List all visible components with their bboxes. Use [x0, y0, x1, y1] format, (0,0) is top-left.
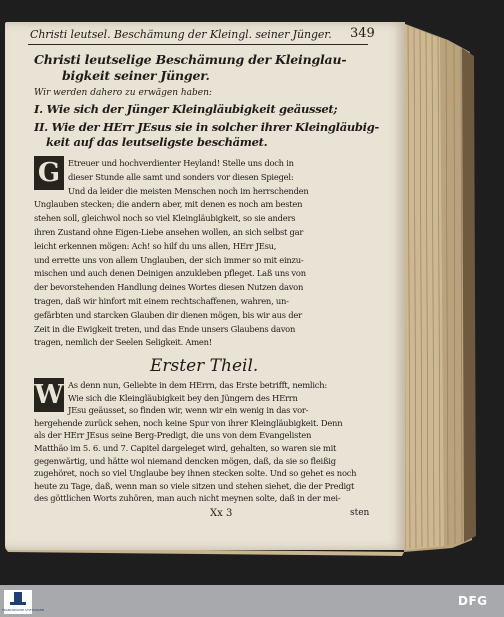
page-number: 349 [350, 26, 375, 41]
section-title: Erster Theil. [150, 356, 259, 376]
text-line: heute zu Tage, daß, wenn man so viele sitzen und stehen siehet, die der Predigt [34, 480, 355, 491]
text-line: gegenwärtig, und hätte wol niemand dencken mögen, daß, da sie so fleißig [34, 455, 336, 466]
header-rule [28, 44, 368, 45]
text-line: Matthäo im 5. 6. und 7. Capitel dargeleget wird, gehalten, so waren sie mit [34, 443, 337, 453]
signature-mark: Xx 3 [210, 508, 233, 519]
prayer-initial: G [34, 156, 64, 190]
text-line: leicht erkennen mögen: Ach! so hilf du uns allen, HErr JEsu, [34, 240, 277, 251]
library-label: FRANCKESCHE STIFTUNGEN [2, 608, 45, 612]
running-head: Christi leutsel. Beschämung der Kleingl. seiner Jünger. [30, 28, 332, 41]
text-line: tragen, nemlich der Seelen Seligkeit. Amen! [34, 337, 212, 348]
text-line: Wie sich die Kleingläubigkeit bey den Jüngern des HErrn [68, 392, 298, 403]
point-two-line-2: keit auf das leutseligste beschämet. [46, 135, 268, 149]
text-line: As denn nun, Geliebte in dem HErrn, das Erste betrifft, nemlich: [68, 380, 327, 390]
point-one: I. Wie sich der Jünger Kleingläubigkeit geäusset; [34, 102, 338, 116]
text-line: mischen und auch denen Deinigen anzukleben pfleget. Laß uns von [34, 268, 306, 279]
text-line: stehen soll, gleichwol noch so viel Kleingläubigkeit, so sie anders [34, 213, 296, 224]
part-initial: W [34, 380, 64, 410]
text-line: Etreuer und hochverdienter Heyland! Stelle uns doch in [68, 158, 294, 168]
catchword: sten [350, 508, 370, 518]
chapter-title-line-2: bigkeit seiner Jünger. [62, 68, 210, 83]
text-line: gefärbten und starcken Glauben dir dienen mögen, bis wir aus der [34, 309, 302, 320]
text-line: JEsu geäusset, so finden wir, wenn wir ein wenig in das vor- [68, 405, 309, 416]
text-line: ihren Zustand ohne Eigen-Liebe ansehen wollen, an sich selbst gar [34, 227, 304, 237]
text-line: tragen, daß wir hinfort mit einem rechtschaffenen, wahren, un- [34, 296, 289, 306]
chapter-title-line-1: Christi leutselige Beschämung der Kleinglau- [34, 52, 347, 67]
text-line: dieser Stunde alle samt und sonders vor diesen Spiegel: [68, 171, 294, 182]
point-two-line-1: II. Wie der HErr JEsus sie in solcher ihrer Kleingläubig- [34, 120, 379, 134]
text-line: als der HErr JEsus seine Berg-Predigt, die uns von dem Evangelisten [34, 430, 312, 441]
text-line: Und da leider die meisten Menschen noch im herrschenden [68, 185, 309, 196]
text-line: und errette uns von allem Unglauben, der sich immer so mit einzu- [34, 254, 304, 265]
text-line: Zeit in die Ewigkeit treten, und das Ende unsers Glaubens davon [34, 323, 296, 334]
footer-bar [0, 585, 504, 617]
text-line: Unglauben stecken; die andern aber, mit denen es noch am besten [34, 199, 303, 210]
text-line: des göttlichen Worts zuhören, man auch nicht meynen solte, daß in der mei- [34, 493, 341, 504]
text-line: der bevorstehenden Handlung deines Wortes diesen Nutzen davon [34, 282, 304, 293]
intro-line: Wir werden dahero zu erwägen haben: [34, 88, 212, 98]
text-line: zugehöret, noch so viel Unglaube bey ihnen stecken solte. Und so gehet es noch [34, 468, 357, 479]
dfg-logo[interactable]: DFG [458, 594, 488, 608]
library-emblem-icon [4, 590, 32, 608]
text-line: hergehende zurück sehen, noch keine Spur von ihrer Kleingläubigkeit. Denn [34, 417, 343, 428]
